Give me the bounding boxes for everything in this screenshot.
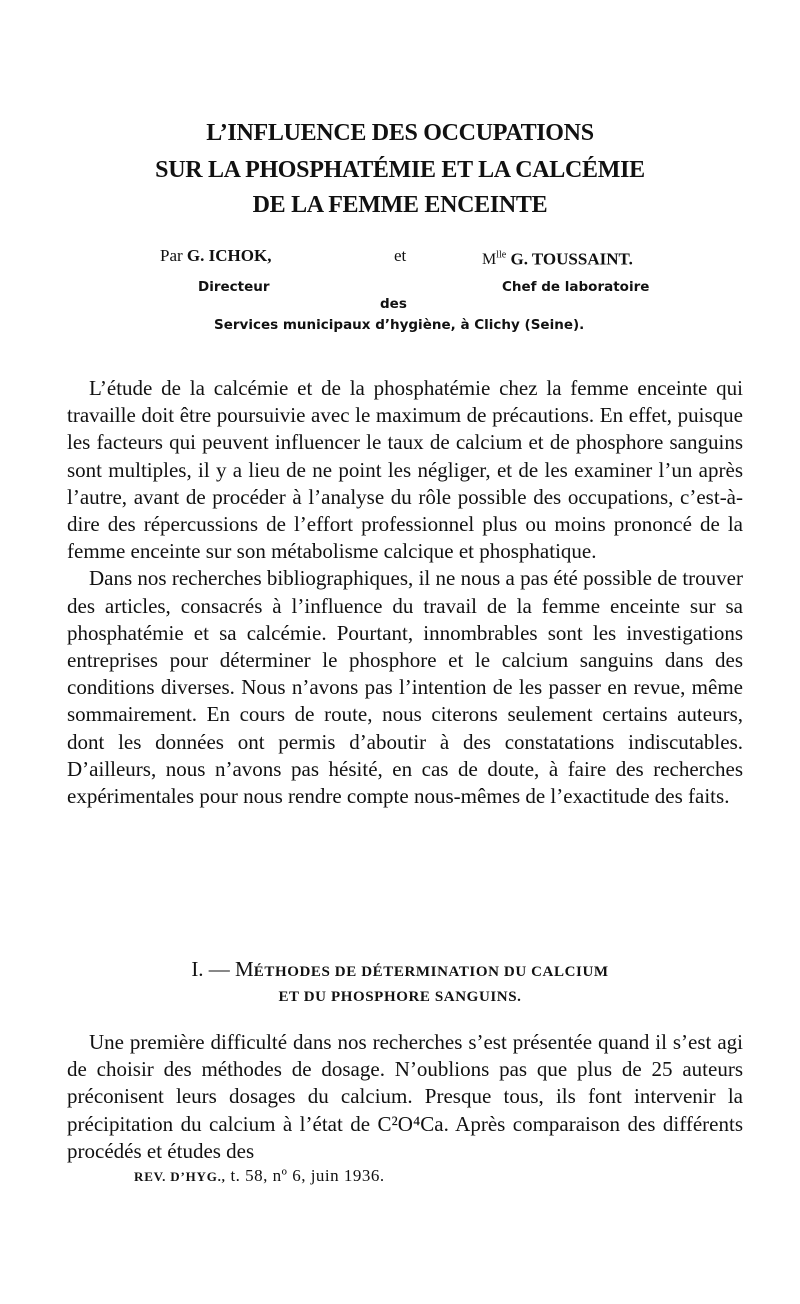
paragraph-1: L’étude de la calcémie et de la phosphatémie chez la femme enceinte qui travaille doit être poursuivie avec le maximum de précautions. En effet, puisque les facteurs qui peuvent influencer le taux de calcium et de phosphore sanguins sont multiples, il y a lieu de ne point les négliger, et de les examiner l’un après l’autre, avant de procéder à l’analyse du rôle possible des occupations, c’est-à-dire des répercussions de l’effort professionnel plus ou moins prononcé de la femme enceinte sur son métabolisme calcique et phosphatique.	[67, 376, 743, 564]
journal-volume: t. 58, nº 6, juin 1936.	[230, 1166, 385, 1185]
body-section-2	[67, 1029, 743, 1165]
paragraph-3-continuation: Après comparaison des différents procédés et études des	[67, 1111, 743, 1163]
body-section-1	[67, 375, 743, 810]
affiliation-des: des	[380, 296, 407, 312]
journal-abbreviation: REV. D’HYG.,	[134, 1169, 226, 1184]
article-title-line-1: L’INFLUENCE DES OCCUPATIONS	[206, 120, 594, 146]
author-2-title: $M^{lle}$	[482, 250, 507, 269]
author-1-name: G. ICHOK,	[186, 246, 272, 265]
author-2	[482, 245, 633, 271]
paragraph-3	[67, 1029, 743, 1165]
section-heading-2	[0, 986, 800, 1008]
chemical-formula: C²O⁴Ca.	[377, 1111, 449, 1136]
section-heading-line-2: ET DU PHOSPHORE SANGUINS.	[278, 989, 522, 1005]
section-heading	[0, 958, 800, 983]
author-conjunction: et	[394, 246, 407, 265]
author-line-1	[160, 245, 271, 267]
paragraph-3-text: Une première difficulté dans nos recherches s’est présentée quand il s’est agi de choisir des méthodes de dosage. N’oublions pas que plus de 25 auteurs préconisent leurs dosages du calcium. Presque tous, ils font intervenir la précipitation du calcium à l’état de	[67, 1030, 743, 1136]
author-2-name: G. TOUSSAINT.	[510, 249, 633, 269]
affiliation-institution: Services municipaux d’hygiène, à Clichy (Seine).	[214, 317, 585, 333]
author-1-role: Directeur	[198, 279, 270, 295]
section-numeral: I. — M	[191, 957, 254, 981]
author-2-role: Chef de laboratoire	[502, 279, 650, 295]
paragraph-2: Dans nos recherches bibliographiques, il ne nous a pas été possible de trouver des articles, consacrés à l’influence du travail de la femme enceinte sur sa phosphatémie et sa calcémie. Pourtant, innombrables sont les investigations entreprises pour déterminer le phosphore et le calcium sanguins dans des conditions diverses. Nous n’avons pas l’intention de les passer en revue, même sommairement. En cours de route, nous citerons seulement certains auteurs, dont les données ont permis d’aboutir à des constatations indiscutables. D’ailleurs, nous n’avons pas hésité, en cas de doute, à faire des recherches expérimentales pour nous rendre compte nous-mêmes de l’exactitude des faits.	[67, 566, 743, 809]
journal-citation	[134, 1166, 385, 1186]
section-heading-line-1: ÉTHODES DE DÉTERMINATION DU CALCIUM	[253, 964, 609, 980]
article-title-line-2: SUR LA PHOSPHATÉMIE ET LA CALCÉMIE	[155, 157, 645, 183]
article-title-line-3: DE LA FEMME ENCEINTE	[252, 192, 548, 218]
author-prefix: Par	[160, 246, 183, 265]
author-2-title-sup: lle	[496, 250, 507, 261]
